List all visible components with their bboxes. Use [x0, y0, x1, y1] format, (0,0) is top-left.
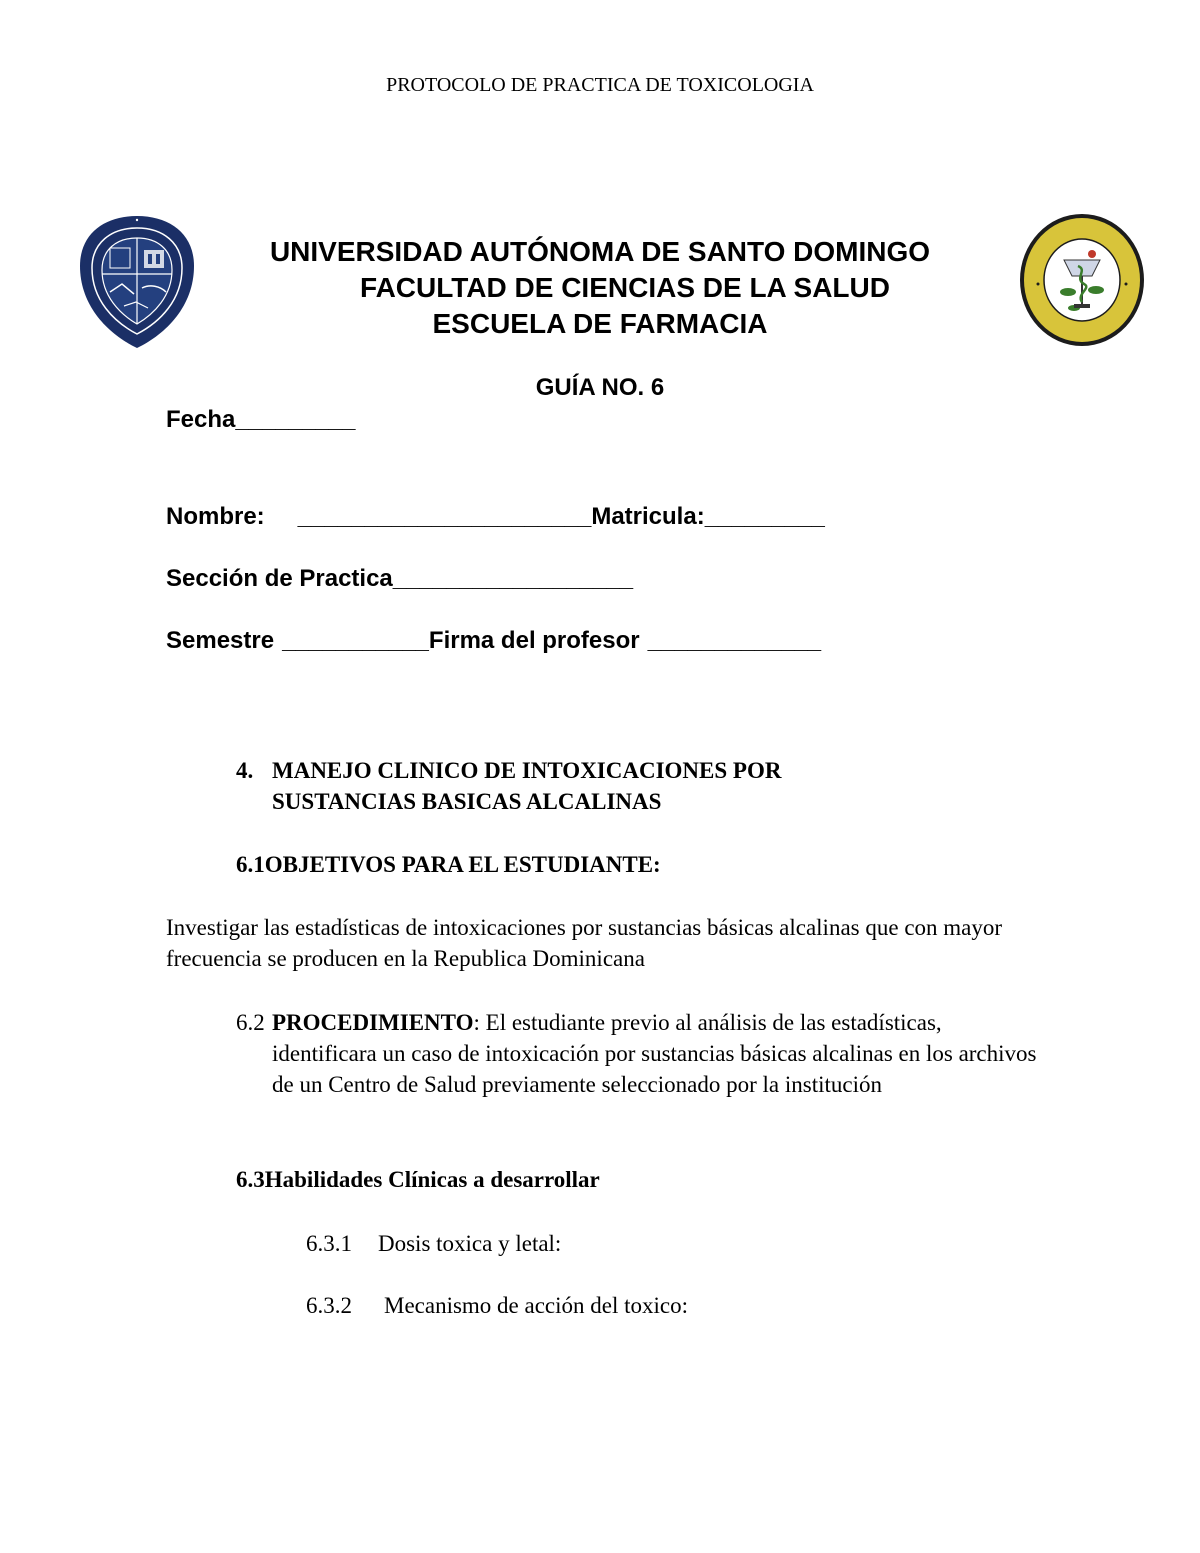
skill-label: Dosis toxica y letal: [378, 1231, 562, 1256]
seccion-blank: __________________ [392, 565, 634, 592]
nombre-row [166, 503, 825, 531]
skills-heading: 6.3Habilidades Clínicas a desarrollar [236, 1167, 600, 1192]
procedure-text: : El estudiante previo al análisis de las estadísticas, identificara un caso de intoxicación por sustancias básicas alcalinas en los archivos de un Centro de Salud previamente seleccionado por la institución [272, 1010, 1037, 1097]
matricula-blank: _________ [704, 503, 825, 530]
guide-title: GUÍA NO. 6 [535, 374, 665, 401]
nombre-blank: ______________________ [297, 503, 592, 530]
fecha-row [166, 406, 356, 434]
skill-number: 6.3.2 [306, 1293, 352, 1318]
procedure-paragraph [272, 1007, 1042, 1100]
skill-number: 6.3.1 [306, 1231, 352, 1256]
procedure-number: 6.2 [236, 1010, 265, 1035]
running-header: PROTOCOLO DE PRACTICA DE TOXICOLOGIA [386, 74, 814, 96]
matricula-label: Matricula: [591, 503, 705, 530]
firma-blank: _____________ [647, 627, 822, 654]
procedure-label: PROCEDIMIENTO [272, 1010, 474, 1035]
firma-label: Firma del profesor [428, 627, 640, 654]
section-number: 4. [236, 758, 254, 783]
faculty-name: FACULTAD DE CIENCIAS DE LA SALUD [360, 272, 890, 303]
objectives-text: Investigar las estadísticas de intoxicaciones por sustancias básicas alcalinas que con mayor frecuencia se producen en la Republica Dominicana [166, 915, 1003, 971]
skill-item [306, 1228, 561, 1259]
semestre-blank: ___________ [282, 627, 429, 654]
university-name: UNIVERSIDAD AUTÓNOMA DE SANTO DOMINGO [269, 236, 931, 267]
seccion-label: Sección de Practica [166, 565, 393, 592]
skill-item [306, 1290, 688, 1321]
nombre-label: Nombre: [166, 503, 265, 530]
school-name: ESCUELA DE FARMACIA [432, 308, 768, 339]
semestre-row [166, 627, 821, 655]
skill-label: Mecanismo de acción del toxico: [384, 1293, 689, 1318]
objectives-heading: 6.1OBJETIVOS PARA EL ESTUDIANTE: [236, 852, 661, 877]
fecha-label: Fecha [166, 406, 236, 433]
seccion-row [166, 565, 633, 593]
semestre-label: Semestre [166, 627, 275, 654]
fecha-blank: _________ [235, 406, 356, 433]
section-title: MANEJO CLINICO DE INTOXICACIONES POR SUSTANCIAS BASICAS ALCALINAS [272, 758, 782, 814]
